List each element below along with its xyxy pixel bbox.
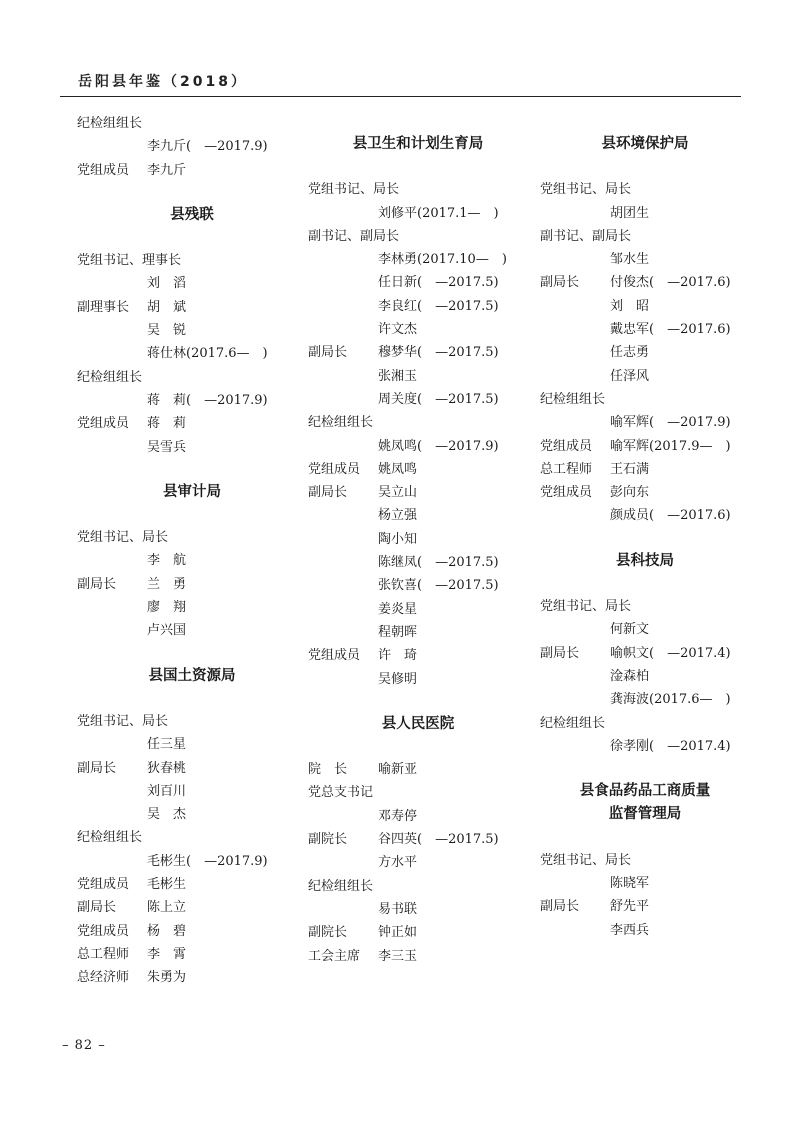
person-name: 李九斤( —2017.9) [147,139,268,155]
section-heading: 县环境保护局 [601,136,689,152]
person-name: 陶小知 [378,531,418,547]
roster-row [77,526,297,549]
roster-row [308,435,528,458]
roster-row [540,435,750,458]
position-title: 党组书记、局长 [540,852,632,868]
roster-row [77,159,297,182]
position-title: 党组书记、局长 [540,599,632,615]
roster-row [308,644,528,667]
person-name: 许 琦 [378,648,418,664]
person-name: 毛彬生 [147,877,187,893]
roster-row [308,225,528,248]
position-title: 党组成员 [77,416,130,432]
position-title: 党组书记、局长 [77,530,169,546]
person-name: 任三星 [147,737,187,753]
person-name: 毛彬生( —2017.9) [147,853,268,869]
person-name: 刘修平(2017.1— ) [378,205,499,221]
position-title: 总经济师 [77,970,130,986]
person-name: 陈晓军 [610,876,650,892]
roster-row [77,249,297,272]
person-name: 胡团生 [610,205,650,221]
roster-row [77,873,297,896]
position-title: 党组书记、理事长 [77,253,182,269]
roster-row [540,202,750,225]
section-heading: 县残联 [170,206,214,223]
roster-row [540,388,750,411]
roster-row [540,735,750,758]
person-name: 淦森柏 [610,668,650,684]
roster-row [308,341,528,364]
person-name: 李西兵 [610,922,650,938]
roster-row [77,272,297,295]
person-name: 吴雪兵 [147,439,187,455]
person-name: 颜成员( —2017.6) [610,508,731,524]
roster-row [540,872,750,895]
person-name: 喻新亚 [378,762,418,778]
roster-row [540,712,750,735]
section-heading: 县科技局 [616,552,674,569]
person-name: 钟正如 [378,925,418,941]
section-heading: 县国土资源局 [148,667,236,684]
person-name: 彭向东 [610,485,650,501]
section-heading: 县卫生和计划生育局 [352,136,484,152]
person-name: 李 霄 [147,946,187,962]
person-name: 何新文 [610,622,650,638]
roster-row [308,411,528,434]
roster-row [308,202,528,225]
roster-row [77,596,297,619]
position-title: 党组成员 [540,485,593,501]
roster-row [77,573,297,596]
person-name: 谷四英( —2017.5) [378,832,499,848]
roster-row [77,436,297,459]
roster-row [77,757,297,780]
person-name: 吴 杰 [147,807,187,823]
person-name: 喻帜文( —2017.4) [610,645,731,661]
roster-row [308,898,528,921]
person-name: 张湘玉 [378,368,418,384]
person-name: 李三玉 [378,948,418,964]
roster-row [308,248,528,271]
roster-row [77,850,297,873]
roster-row [540,919,750,942]
right-column [540,133,750,942]
position-title: 党组书记、局长 [77,713,169,729]
position-title: 纪检组组长 [308,415,374,431]
roster-row [77,966,297,989]
person-name: 张钦喜( —2017.5) [378,578,499,594]
roster-row [308,668,528,691]
person-name: 狄春桃 [147,760,187,776]
roster-row [540,618,750,641]
person-name: 刘百川 [147,783,187,799]
roster-row [77,619,297,642]
roster-row [308,945,528,968]
person-name: 任志勇 [610,345,650,361]
roster-row [308,458,528,481]
position-title: 纪检组组长 [540,715,606,731]
position-title: 总工程师 [77,946,130,962]
person-name: 任泽风 [610,368,650,384]
position-title: 副书记、副局长 [308,228,400,244]
person-name: 龚海波(2017.6— ) [610,692,731,708]
position-title: 院 长 [308,762,348,778]
person-name: 陈继凤( —2017.5) [378,555,499,571]
roster-row [308,621,528,644]
roster-row [540,341,750,364]
roster-row [77,896,297,919]
person-name: 姚凤鸣 [378,461,418,477]
position-title: 纪检组组长 [77,830,143,846]
roster-row [308,388,528,411]
position-title: 纪检组组长 [308,878,374,894]
roster-row [540,595,750,618]
person-name: 陈上立 [147,900,187,916]
position-title: 副局长 [540,645,580,661]
person-name: 付俊杰( —2017.6) [610,275,731,291]
roster-row [77,366,297,389]
roster-row [308,365,528,388]
position-title: 党组成员 [540,438,593,454]
position-title: 副局长 [77,900,117,916]
roster-row [540,318,750,341]
person-name: 戴忠军( —2017.6) [610,322,731,338]
roster-row [308,875,528,898]
position-title: 副院长 [308,832,348,848]
roster-row [308,574,528,597]
position-title: 副局长 [77,576,117,592]
position-title: 纪检组组长 [77,116,143,131]
person-name: 兰 勇 [147,576,187,592]
person-name: 蒋 莉( —2017.9) [147,392,268,408]
page-number: – 82 – [62,1038,106,1053]
position-title: 工会主席 [308,948,361,964]
position-title: 副院长 [308,925,348,941]
position-title: 副局长 [77,760,117,776]
roster-row [77,112,297,135]
roster-row [540,481,750,504]
roster-row [540,365,750,388]
roster-row [308,851,528,874]
position-title: 副理事长 [77,299,130,315]
roster-row [77,319,297,342]
position-title: 副局长 [540,899,580,915]
roster-row [308,805,528,828]
roster-row [540,504,750,527]
section-heading: 县审计局 [163,483,221,500]
person-name: 方水平 [378,855,418,871]
person-name: 廖 翔 [147,600,187,616]
position-title: 纪检组组长 [77,369,143,385]
person-name: 刘 滔 [147,276,187,292]
person-name: 邹水生 [610,252,650,268]
roster-row [308,758,528,781]
left-column [77,112,297,990]
roster-row [77,733,297,756]
person-name: 李九斤 [147,162,187,178]
roster-row [77,412,297,435]
position-title: 纪检组组长 [540,391,606,407]
roster-row [308,781,528,804]
roster-row [308,528,528,551]
roster-row [540,271,750,294]
person-name: 杨立强 [378,508,418,524]
person-name: 穆梦华( —2017.5) [378,345,499,361]
person-name: 刘 昭 [610,298,650,314]
roster-row [308,551,528,574]
roster-row [308,295,528,318]
roster-row [540,178,750,201]
roster-row [540,895,750,918]
roster-row [308,504,528,527]
person-name: 吴立山 [378,485,418,501]
person-name: 李良红( —2017.5) [378,298,499,314]
roster-row [77,780,297,803]
person-name: 蒋 莉 [147,416,187,432]
position-title: 副书记、副局长 [540,228,632,244]
roster-row [77,943,297,966]
person-name: 徐孝刚( —2017.4) [610,738,731,754]
position-title: 副局长 [540,275,580,291]
person-name: 喻军辉( —2017.9) [610,415,731,431]
position-title: 党组成员 [77,877,130,893]
position-title: 党组书记、局长 [308,182,400,198]
person-name: 易书联 [378,901,418,917]
person-name: 杨 碧 [147,923,187,939]
roster-row [77,710,297,733]
position-title: 党组成员 [308,648,361,664]
header-rule [60,96,741,97]
person-name: 许文杰 [378,322,418,338]
roster-row [540,248,750,271]
roster-row [77,389,297,412]
roster-row [540,225,750,248]
person-name: 姜炎星 [378,601,418,617]
roster-row [540,642,750,665]
roster-row [77,296,297,319]
position-title: 副局长 [308,485,348,501]
person-name: 周关度( —2017.5) [378,391,499,407]
person-name: 舒先平 [610,899,650,915]
person-name: 程朝晖 [378,624,418,640]
roster-row [308,271,528,294]
person-name: 李 航 [147,553,187,569]
person-name: 姚凤鸣( —2017.9) [378,438,499,454]
position-title: 党组书记、局长 [540,182,632,198]
running-header-title: 岳阳县年鉴（2018） [78,74,248,90]
section-heading: 监督管理局 [608,806,682,823]
roster-row [308,921,528,944]
person-name: 卢兴国 [147,623,187,639]
roster-row [540,411,750,434]
position-title: 党组成员 [77,162,130,178]
person-name: 吴 锐 [147,323,187,339]
section-heading: 县食品药品工商质量 [579,783,711,800]
roster-row [540,295,750,318]
roster-row [308,828,528,851]
position-title: 总工程师 [540,461,593,477]
roster-row [308,178,528,201]
roster-row [77,342,297,365]
person-name: 喻军辉(2017.9— ) [610,438,731,454]
roster-row [540,458,750,481]
roster-row [540,688,750,711]
section-heading: 县人民医院 [381,715,455,732]
roster-row [77,920,297,943]
person-name: 吴修明 [378,671,418,687]
roster-row [308,481,528,504]
person-name: 朱勇为 [147,970,187,986]
roster-row [77,549,297,572]
position-title: 党组成员 [77,923,130,939]
roster-row [77,135,297,158]
position-title: 党组成员 [308,461,361,477]
roster-row [308,318,528,341]
person-name: 李林勇(2017.10— ) [378,252,507,268]
person-name: 邓寿停 [378,808,418,824]
person-name: 任日新( —2017.5) [378,275,499,291]
position-title: 党总支书记 [308,785,374,801]
roster-row [540,849,750,872]
roster-row [77,803,297,826]
person-name: 胡 斌 [147,299,187,315]
person-name: 蒋仕林(2017.6— ) [147,346,268,362]
roster-row [77,826,297,849]
position-title: 副局长 [308,345,348,361]
person-name: 王石满 [610,461,650,477]
roster-row [308,598,528,621]
middle-column [308,133,528,968]
roster-row [540,665,750,688]
